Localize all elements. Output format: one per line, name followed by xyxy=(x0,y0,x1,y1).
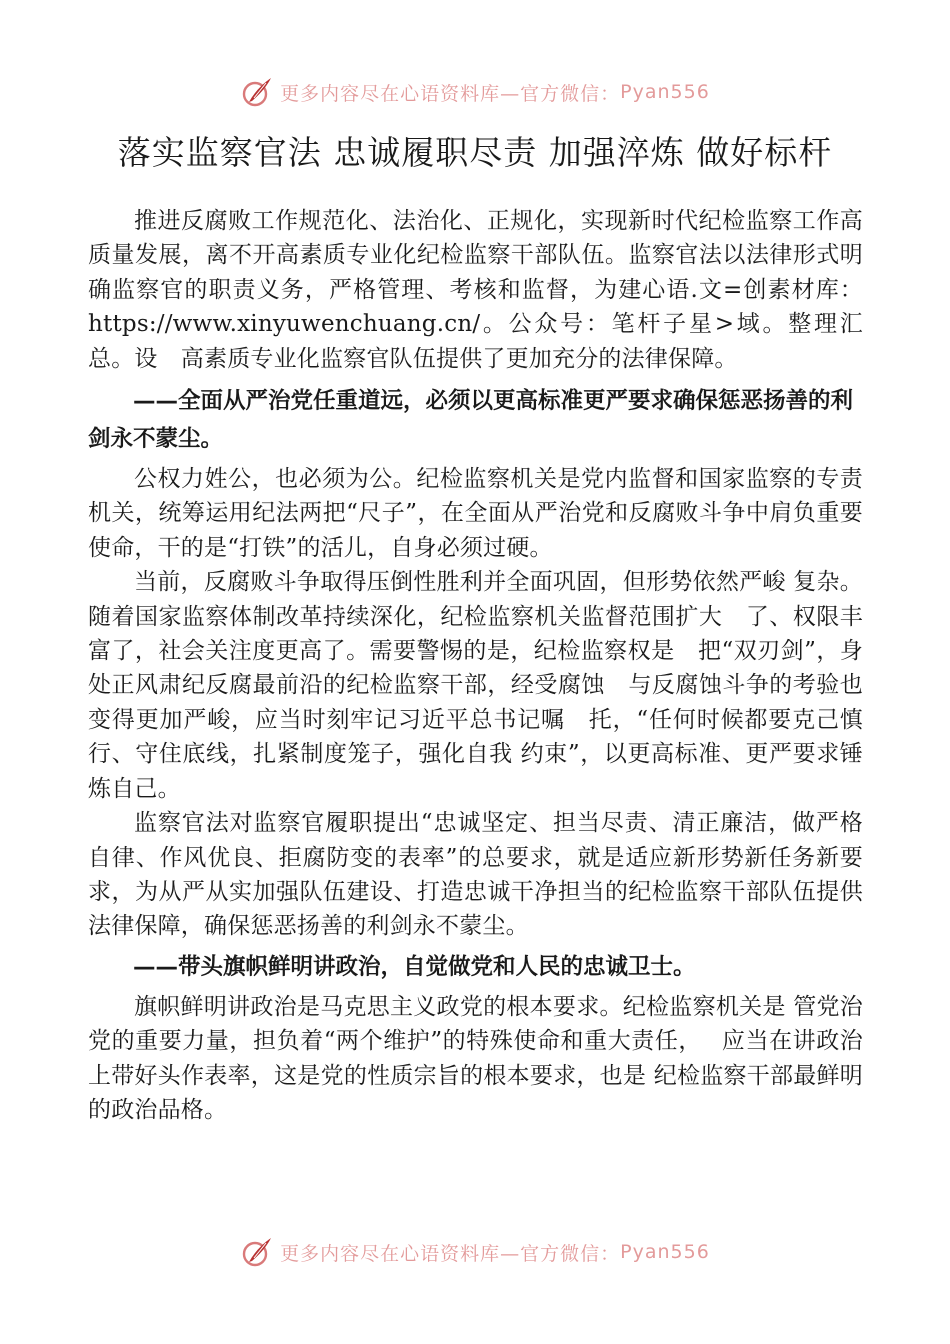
paragraph: 当前，反腐败斗争取得压倒性胜利并全面巩固，但形势依然严峻 复杂。随着国家监察体制改革持续深化，纪检监察机关监督范围扩大 了、权限丰富了，社会关注度更高了。需要警惕的是，纪检监察权是 把“双刃剑”，身处正风肃纪反腐最前沿的纪检监察干部，经受腐蚀 与反腐蚀斗争的考验也变得更加严峻，应当时刻牢记习近平总书记嘱 托，“任何时候都要克己慎行、守住底线，扎紧制度笼子，强化自我 约束”，以更高标准、更严要求锤炼自己。 xyxy=(88,569,863,802)
quill-logo-icon xyxy=(240,1235,274,1269)
watermark-text: 更多内容尽在心语资料库—官方微信： xyxy=(280,82,621,105)
section-heading-2: ——带头旗帜鲜明讲政治，自觉做党和人民的忠诚卫士。 xyxy=(133,953,696,980)
paragraph: 旗帜鲜明讲政治是马克思主义政党的根本要求。纪检监察机关是 管党治党的重要力量，担负着“两个维护”的特殊使命和重大责任， 应当在讲政治上带好头作表率，这是党的性质宗旨的根本要求，也是 纪检监察干部最鲜明的政治品格。 xyxy=(88,993,863,1123)
quill-logo-icon xyxy=(240,75,274,109)
paragraph-intro: 推进反腐败工作规范化、法治化、正规化，实现新时代纪检监察工作高质量发展，离不开高素质专业化纪检监察干部队伍。监察官法以法律形式明确监察官的职责义务，严格管理、考核和监督，为建心语.文=创素材库：https://www.xinyuwenchuang.cn/。公众号：笔杆子星>域。整理汇总。设 高素质专业化监察官队伍提供了更加充分的法律保障。 xyxy=(88,208,863,372)
watermark-wechat-id: Pyan556 xyxy=(620,81,710,103)
paragraph: 监察官法对监察官履职提出“忠诚坚定、担当尽责、清正廉洁，做严格自律、作风优良、拒腐防变的表率”的总要求，就是适应新形势新任务新要求，为从严从实加强队伍建设、打造忠诚干净担当的纪检监察干部队伍提供法律保障，确保惩恶扬善的利剑永不蒙尘。 xyxy=(88,810,863,940)
document-body xyxy=(88,204,863,1127)
section-heading-1: ——全面从严治党任重道远，必须以更高标准更严要求确保惩恶扬善的利剑永不蒙尘。 xyxy=(88,388,854,453)
document-title: 落实监察官法 忠诚履职尽责 加强淬炼 做好标杆 xyxy=(117,133,833,172)
watermark-footer xyxy=(0,1230,950,1274)
watermark-header xyxy=(0,70,950,114)
watermark-wechat-id: Pyan556 xyxy=(620,1241,710,1263)
paragraph: 公权力姓公，也必须为公。纪检监察机关是党内监督和国家监察的专责机关，统筹运用纪法两把“尺子”，在全面从严治党和反腐败斗争中肩负重要使命，干的是“打铁”的活儿，自身必须过硬。 xyxy=(88,466,863,561)
watermark-text: 更多内容尽在心语资料库—官方微信： xyxy=(280,1242,621,1265)
